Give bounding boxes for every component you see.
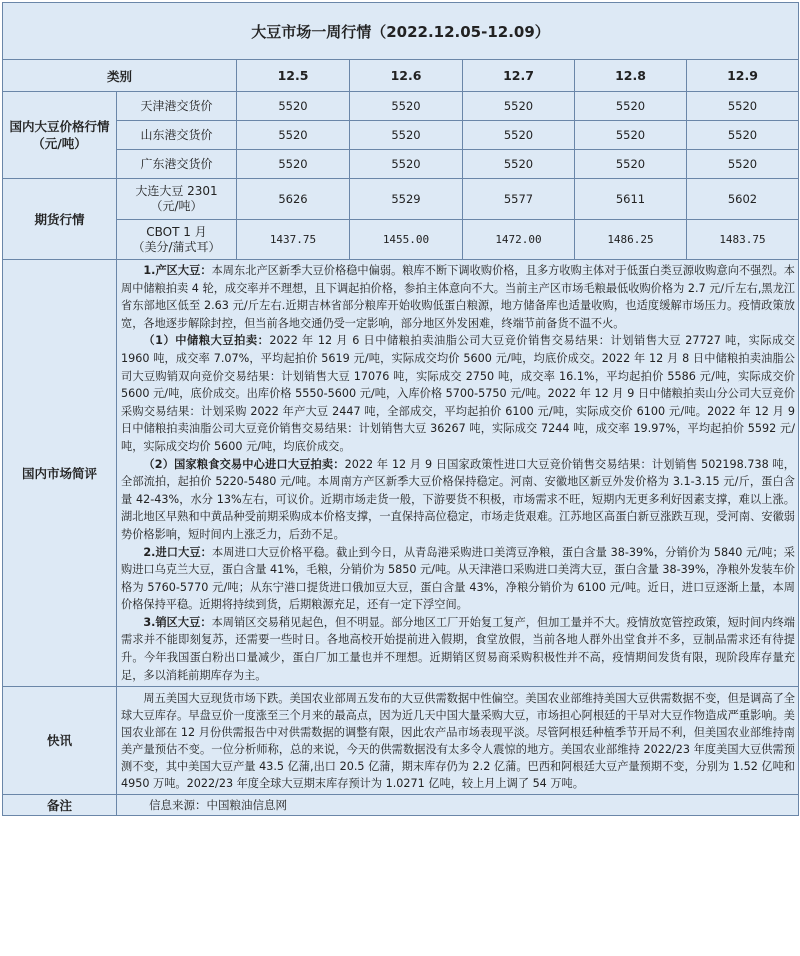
- price-cell: 1483.75: [687, 220, 799, 260]
- price-cell: 5520: [463, 92, 575, 121]
- paragraph-heading: 1.产区大豆：: [143, 264, 212, 277]
- table-row: [3, 92, 799, 121]
- review-paragraph: [121, 456, 795, 544]
- date-header: 12.7: [463, 60, 575, 92]
- price-cell: 5520: [687, 150, 799, 179]
- date-header: 12.6: [350, 60, 463, 92]
- category-header: 类别: [3, 60, 237, 92]
- price-cell: 1437.75: [237, 220, 350, 260]
- row-label-line1: CBOT 1 月: [146, 224, 207, 239]
- review-row: [3, 260, 799, 687]
- remark-text: 信息来源：中国粮油信息网: [117, 795, 799, 816]
- row-label: [117, 179, 237, 220]
- row-label-line1: 大连大豆 2301: [135, 184, 218, 198]
- row-label-line2: （美分/蒲式耳）: [132, 239, 221, 254]
- paragraph-heading: 3.销区大豆：: [143, 615, 212, 629]
- paragraph-heading: （1）中储粮大豆拍卖：: [143, 334, 270, 348]
- news-label: 快讯: [3, 687, 117, 795]
- table-row: [3, 150, 799, 179]
- row-label: 广东港交货价: [117, 150, 237, 179]
- price-cell: 5602: [687, 179, 799, 220]
- row-label: [117, 220, 237, 260]
- paragraph-text: 2022 年 12 月 6 日中储粮拍卖油脂公司大豆竞价销售交易结果：计划销售大豆 27727 吨，实际成交 1960 吨，成交率 7.07%，平均起拍价 5619 元/吨，实际成交均价 5600 元/吨，均底价成交。2022 年 12 月 8 日中储粮拍卖油脂公司大豆购销双向竞价交易结果：计划销售大豆 17076 吨，实际成交 2750 吨，成交率 16.1%，平均起拍价 5586 元/吨，实际成交价 5600 元/吨，底价成交。出库价格 5550-5600 元/吨，入库价格 5700-5750 元/吨。2022 年 12 月 9 日中储粮拍卖山分公司大豆竞价采购交易结果：计划采购 2022 年产大豆 2447 吨，全部成交，平均起拍价 6100 元/吨，实际成交价 6100 元/吨。2022 年 12 月 9 日中储粮拍卖油脂公司大豆竞价销售交易结果：计划销售大豆 36267 吨，实际成交 7244 吨，成交率 19.97%，平均起拍价 5592 元/吨，实际成交均价 5600 元/吨，均底价成交。: [121, 334, 795, 453]
- paragraph-text: 2022 年 12 月 9 日国家政策性进口大豆竞价销售交易结果：计划销售 502198.738 吨，全部流拍，起拍价 5220-5480 元/吨。本周南方产区新季大豆价格保持稳定。河南、安徽地区新豆外发价格为 3.1-3.15 元/斤，蛋白含量 42-43%，水分 13%左右，可议价。近期市场走货一般，下游要货不积极，市场需求不旺，短期内无更多利好因素支撑，难以上涨。湖北地区早熟和中黄品种受前期采购成本价格支撑，一直保持高位稳定，市场走货艰难。江苏地区高蛋白新豆涨跌互现，受河南、安徽弱势价格影响，短时间内上涨乏力，后劲不足。: [121, 457, 795, 541]
- table-row: [3, 179, 799, 220]
- paragraph-text: 本周进口大豆价格平稳。截止到今日，从青岛港采购进口美湾豆净粮，蛋白含量 38-39%，分销价为 5840 元/吨；采购进口乌克兰大豆，蛋白含量 41%，毛粮，分销价为 5850 元/吨。从天津港口采购进口美湾大豆，蛋白含量 38-39%，净粮外发装车价格为 5760-5770 元/吨；从东宁港口提货进口俄加豆大豆，蛋白含量 43%，净粮分销价为 6100 元/吨。近日，进口豆逐渐上量，本周价格保持平稳。近期将持续到货，后期粮源充足，还有一定下浮空间。: [121, 545, 795, 612]
- price-cell: 5520: [575, 150, 687, 179]
- price-cell: 5520: [350, 121, 463, 150]
- price-cell: 5577: [463, 179, 575, 220]
- date-header: 12.9: [687, 60, 799, 92]
- price-cell: 5520: [237, 121, 350, 150]
- price-cell: 5520: [463, 150, 575, 179]
- news-row: [3, 687, 799, 795]
- row-label-line2: （元/吨）: [150, 199, 203, 213]
- price-cell: 5520: [687, 92, 799, 121]
- review-paragraph: [121, 544, 795, 614]
- news-text: 周五美国大豆现货市场下跌。美国农业部周五发布的大豆供需数据中性偏空。美国农业部维持美国大豆供需数据不变，但是调高了全球大豆库存。早盘豆价一度涨至三个月来的最高点，因为近几天中国大量采购大豆，市场担心阿根廷的干旱对大豆作物造成严重影响。美国农业部在 12 月份供需报告中对供需数据的调整有限，因此农产品市场表现平淡。尽管阿根廷种植季节开局不利，但美国农业部维持南美产量预估不变。一位分析师称，总的来说，今天的供需数据没有太多令人震惊的地方。美国农业部维持 2022/23 年度美国大豆供需预测不变，其中美国大豆产量 43.5 亿蒲,出口 20.5 亿蒲，期末库存仍为 2.2 亿蒲。巴西和阿根廷大豆产量预期不变，分别为 1.52 亿吨和 4950 万吨。2022/23 年度全球大豆期末库存预计为 1.0271 亿吨，较上月上调了 54 万吨。: [121, 692, 795, 791]
- price-cell: 5520: [687, 121, 799, 150]
- paragraph-text: 本周东北产区新季大豆价格稳中偏弱。粮库不断下调收购价格，且多方收购主体对于低蛋白类豆源收购意向不强烈。本周中储粮拍卖 4 轮，成交率并不理想，且下调起拍价格，参拍主体意向不大。当前主产区市场毛粮最低收购价格为 2.7 元/斤左右,黑龙江省东部地区低至 2.63 元/斤左右.近期吉林省部分粮库开始收购低蛋白粮源，地方储备库也适量收购，也适度缓解市场压力。疫情政策放宽，各地逐步解除封控，但当前各地交通仍受一定影响，部分地区外发困难，终端节前备货不温不火。: [121, 264, 795, 330]
- price-cell: 1472.00: [463, 220, 575, 260]
- report-title: 大豆市场一周行情（2022.12.05-12.09）: [3, 3, 799, 60]
- market-report-table: [2, 2, 799, 816]
- date-header: 12.5: [237, 60, 350, 92]
- remark-label: 备注: [3, 795, 117, 816]
- review-paragraph: [121, 262, 795, 332]
- row-label: 天津港交货价: [117, 92, 237, 121]
- paragraph-heading: （2）国家粮食交易中心进口大豆拍卖：: [143, 457, 345, 471]
- domestic-price-label: 国内大豆价格行情（元/吨）: [3, 92, 117, 179]
- paragraph-text: 本周销区交易稍见起色，但不明显。部分地区工厂开始复工复产，但加工量并不大。疫情放宽管控政策，短时间内终端需求并不能即刻复苏，还需要一些时日。各地高校开始提前进入假期，食堂放假，当前各地人群外出堂食并不多，豆制品需求还有待提升。今年我国蛋白粉出口量减少，蛋白厂加工量也并不理想。近期销区贸易商采购积极性并不高，疫情期间发货有限，现阶段库存量充足，多以消耗前期库存为主。: [121, 615, 795, 682]
- header-row: [3, 60, 799, 92]
- price-cell: 5520: [237, 150, 350, 179]
- review-paragraph: [121, 332, 795, 455]
- price-cell: 5529: [350, 179, 463, 220]
- futures-label: 期货行情: [3, 179, 117, 260]
- price-cell: 5520: [237, 92, 350, 121]
- row-label: 山东港交货价: [117, 121, 237, 150]
- price-cell: 5520: [350, 92, 463, 121]
- table-row: [3, 121, 799, 150]
- review-paragraph: [121, 614, 795, 684]
- price-cell: 5520: [463, 121, 575, 150]
- review-label: 国内市场简评: [3, 260, 117, 687]
- price-cell: 5611: [575, 179, 687, 220]
- price-cell: 5520: [575, 92, 687, 121]
- price-cell: 1455.00: [350, 220, 463, 260]
- price-cell: 5520: [350, 150, 463, 179]
- news-content: [117, 687, 799, 795]
- price-cell: 5520: [575, 121, 687, 150]
- remark-row: [3, 795, 799, 816]
- table-row: [3, 220, 799, 260]
- price-cell: 1486.25: [575, 220, 687, 260]
- date-header: 12.8: [575, 60, 687, 92]
- price-cell: 5626: [237, 179, 350, 220]
- review-content: [117, 260, 799, 687]
- paragraph-heading: 2.进口大豆：: [143, 545, 212, 559]
